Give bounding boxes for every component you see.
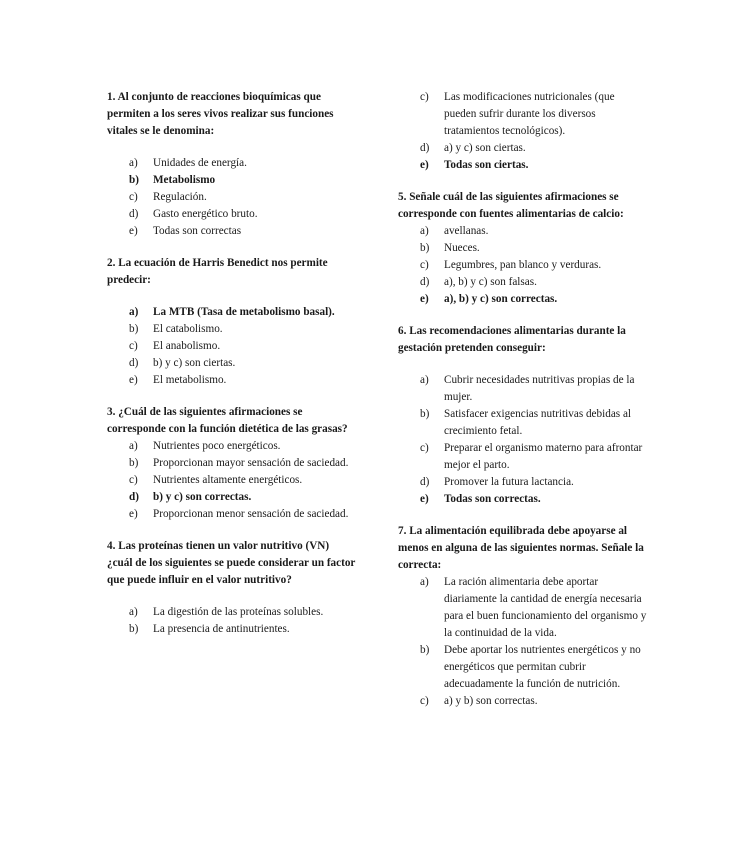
answer-option-correct xyxy=(107,304,357,321)
spacer xyxy=(107,589,357,604)
option-letter: e) xyxy=(129,225,138,237)
option-text: Todas son correctas xyxy=(153,225,242,237)
option-text: Gasto energético bruto. xyxy=(153,208,258,220)
option-letter: d) xyxy=(420,142,430,154)
answer-option xyxy=(398,372,648,406)
answer-option xyxy=(107,472,357,489)
option-text: El metabolismo. xyxy=(153,374,227,386)
question-title: 5. Señale cuál de las siguientes afirmaciones se corresponde con fuentes alimentarias de calcio: xyxy=(398,191,624,220)
option-letter: d) xyxy=(420,276,430,288)
answer-list xyxy=(107,304,357,389)
option-text: Todas son correctas. xyxy=(444,493,541,505)
spacer xyxy=(398,508,648,523)
option-text: a) y c) son ciertas. xyxy=(444,142,526,154)
answer-option xyxy=(107,506,357,523)
option-letter: c) xyxy=(420,695,429,707)
spacer xyxy=(398,308,648,323)
option-text: Cubrir necesidades nutritivas propias de la mujer. xyxy=(444,374,635,403)
option-letter: c) xyxy=(129,340,138,352)
answer-option xyxy=(107,372,357,389)
option-letter: c) xyxy=(129,191,138,203)
answer-list xyxy=(107,604,357,638)
answer-option xyxy=(107,206,357,223)
answer-option xyxy=(107,438,357,455)
answer-option xyxy=(107,321,357,338)
answer-option xyxy=(398,223,648,240)
answer-option xyxy=(398,642,648,693)
option-text: Metabolismo xyxy=(153,174,216,186)
option-text: El anabolismo. xyxy=(153,340,221,352)
answer-option xyxy=(398,274,648,291)
answer-option xyxy=(398,89,648,140)
option-text: Las modificaciones nutricionales (que pueden sufrir durante los diversos tratamientos tecnológicos). xyxy=(444,91,615,137)
answer-list xyxy=(398,372,648,508)
answer-option-correct xyxy=(398,157,648,174)
option-text: b) y c) son ciertas. xyxy=(153,357,236,369)
question-q4-cont xyxy=(398,89,648,174)
option-text: La presencia de antinutrientes. xyxy=(153,623,290,635)
answer-option-correct xyxy=(398,491,648,508)
answer-option xyxy=(398,257,648,274)
spacer xyxy=(107,389,357,404)
answer-list xyxy=(398,89,648,174)
answer-list xyxy=(398,574,648,710)
option-letter: e) xyxy=(420,493,429,505)
option-letter: b) xyxy=(129,323,139,335)
spacer xyxy=(107,289,357,304)
answer-option xyxy=(398,440,648,474)
option-letter: e) xyxy=(420,159,429,171)
spacer xyxy=(398,357,648,372)
option-letter: c) xyxy=(129,474,138,486)
answer-option xyxy=(107,355,357,372)
option-letter: a) xyxy=(129,157,138,169)
question-title: 1. Al conjunto de reacciones bioquímicas que permiten a los seres vivos realizar sus funciones vitales se le denomina: xyxy=(107,91,334,137)
question-q5 xyxy=(398,189,648,308)
answer-option xyxy=(107,223,357,240)
answer-option xyxy=(398,140,648,157)
option-text: Regulación. xyxy=(153,191,207,203)
option-letter: e) xyxy=(420,293,429,305)
option-letter: c) xyxy=(420,259,429,271)
option-letter: a) xyxy=(420,374,429,386)
option-text: La ración alimentaria debe aportar diariamente la cantidad de energía necesaria para el buen funcionamiento del organismo y la continuidad de la vida. xyxy=(444,576,647,639)
question-title: 4. Las proteínas tienen un valor nutritivo (VN) ¿cuál de los siguientes se puede considerar un factor que puede influir en el valor nutritivo? xyxy=(107,540,356,586)
question-q6 xyxy=(398,323,648,508)
option-letter: a) xyxy=(420,225,429,237)
question-title: 7. La alimentación equilibrada debe apoyarse al menos en alguna de las siguientes normas. Señale la correcta: xyxy=(398,525,644,571)
question-title: 2. La ecuación de Harris Benedict nos permite predecir: xyxy=(107,257,328,286)
spacer xyxy=(398,174,648,189)
question-q7 xyxy=(398,523,648,710)
answer-option-correct xyxy=(107,172,357,189)
option-text: b) y c) son correctas. xyxy=(153,491,252,503)
option-letter: a) xyxy=(129,606,138,618)
spacer xyxy=(107,240,357,255)
option-letter: b) xyxy=(129,174,139,186)
option-text: a) y b) son correctas. xyxy=(444,695,538,707)
option-letter: a) xyxy=(420,576,429,588)
answer-option xyxy=(398,574,648,642)
answer-option-correct xyxy=(398,291,648,308)
option-letter: d) xyxy=(129,208,139,220)
answer-option xyxy=(107,455,357,472)
answer-option xyxy=(398,693,648,710)
option-letter: b) xyxy=(129,457,139,469)
option-letter: a) xyxy=(129,440,138,452)
option-text: Unidades de energía. xyxy=(153,157,247,169)
option-text: Satisfacer exigencias nutritivas debidas al crecimiento fetal. xyxy=(444,408,632,437)
question-q2 xyxy=(107,255,357,389)
question-title: 6. Las recomendaciones alimentarias durante la gestación pretenden conseguir: xyxy=(398,325,626,354)
answer-option xyxy=(107,155,357,172)
option-text: Debe aportar los nutrientes energéticos y no energéticos que permitan cubrir adecuadamente la función de nutrición. xyxy=(444,644,641,690)
option-letter: b) xyxy=(420,242,430,254)
answer-list xyxy=(107,438,357,523)
question-q3 xyxy=(107,404,357,523)
option-letter: d) xyxy=(129,357,139,369)
answer-list xyxy=(398,223,648,308)
option-text: Proporcionan mayor sensación de saciedad. xyxy=(153,457,349,469)
option-letter: d) xyxy=(129,491,139,503)
option-letter: e) xyxy=(129,374,138,386)
option-text: avellanas. xyxy=(444,225,489,237)
option-text: Nutrientes poco energéticos. xyxy=(153,440,281,452)
option-letter: b) xyxy=(420,408,430,420)
answer-option xyxy=(398,474,648,491)
option-letter: c) xyxy=(420,442,429,454)
option-letter: a) xyxy=(129,306,139,318)
option-text: Preparar el organismo materno para afrontar mejor el parto. xyxy=(444,442,643,471)
option-letter: b) xyxy=(129,623,139,635)
answer-option xyxy=(107,621,357,638)
option-text: La digestión de las proteínas solubles. xyxy=(153,606,324,618)
option-text: Todas son ciertas. xyxy=(444,159,529,171)
answer-option xyxy=(107,189,357,206)
answer-list xyxy=(107,155,357,240)
answer-option xyxy=(107,604,357,621)
option-letter: e) xyxy=(129,508,138,520)
question-q1 xyxy=(107,89,357,240)
option-text: Promover la futura lactancia. xyxy=(444,476,574,488)
answer-option-correct xyxy=(107,489,357,506)
option-text: a), b) y c) son correctas. xyxy=(444,293,558,305)
question-title: 3. ¿Cuál de las siguientes afirmaciones se corresponde con la función dietética de las grasas? xyxy=(107,406,348,435)
answer-option xyxy=(398,240,648,257)
right-column xyxy=(398,89,648,710)
spacer xyxy=(107,523,357,538)
option-text: Nutrientes altamente energéticos. xyxy=(153,474,303,486)
answer-option xyxy=(398,406,648,440)
question-q4 xyxy=(107,538,357,638)
option-letter: d) xyxy=(420,476,430,488)
spacer xyxy=(107,140,357,155)
option-letter: c) xyxy=(420,91,429,103)
option-text: La MTB (Tasa de metabolismo basal). xyxy=(153,306,335,318)
option-text: Legumbres, pan blanco y verduras. xyxy=(444,259,602,271)
left-column xyxy=(107,89,357,638)
option-text: Proporcionan menor sensación de saciedad. xyxy=(153,508,349,520)
option-text: a), b) y c) son falsas. xyxy=(444,276,537,288)
option-text: Nueces. xyxy=(444,242,480,254)
option-text: El catabolismo. xyxy=(153,323,223,335)
option-letter: b) xyxy=(420,644,430,656)
answer-option xyxy=(107,338,357,355)
